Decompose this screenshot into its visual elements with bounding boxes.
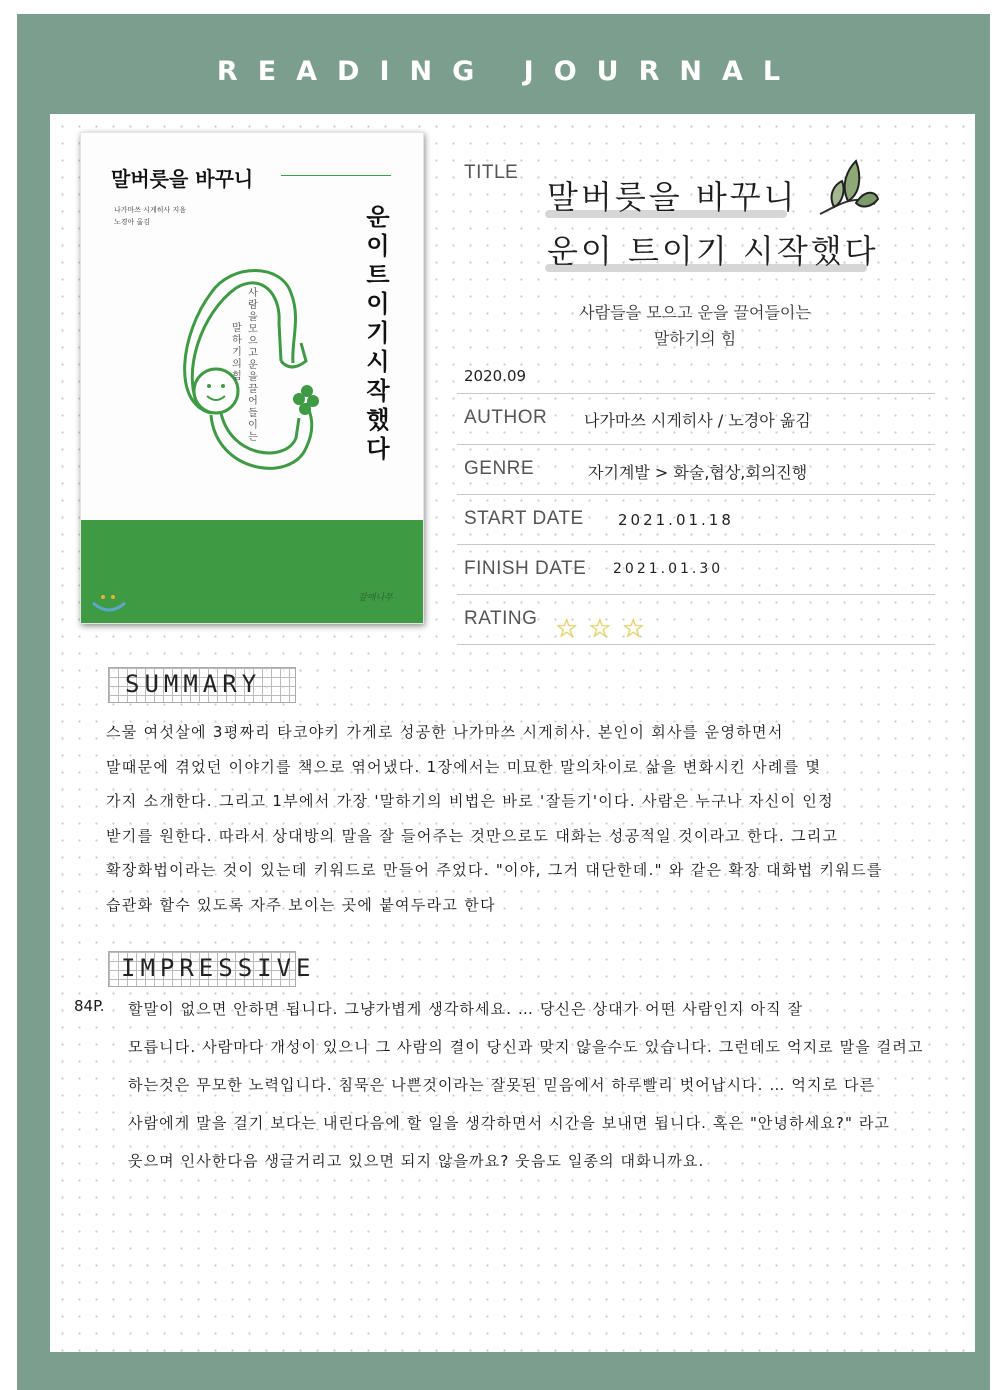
cover-translator: 노경아 옮김 bbox=[114, 218, 151, 226]
divider bbox=[457, 644, 935, 645]
cover-green-band bbox=[81, 520, 423, 623]
summary-heading-box bbox=[108, 667, 296, 703]
impressive-line: 웃으며 인사한다음 생글거리고 있으면 되지 않을까요? 웃음도 일종의 대화니까요. bbox=[128, 1152, 705, 1170]
finish-date-value: 2021.01.30 bbox=[613, 561, 724, 577]
rating-stars: ☆☆☆ bbox=[555, 614, 655, 644]
book-cover bbox=[80, 132, 424, 624]
book-subtitle-line-1: 사람들을 모으고 운을 끌어들이는 bbox=[579, 303, 811, 322]
leaf-icon bbox=[810, 159, 880, 223]
journal-frame bbox=[17, 14, 990, 1390]
author-label: AUTHOR bbox=[464, 407, 548, 428]
start-date-value: 2021.01.18 bbox=[618, 511, 734, 529]
impressive-line: 사람에게 말을 걸기 보다는 내린다음에 할 일을 생각하면서 시간을 보내면 됩니다. 혹은 "안녕하세요?" 라고 bbox=[128, 1114, 890, 1132]
cover-vertical-subtitle-2: 말하기의 힘 bbox=[232, 323, 242, 382]
summary-line: 받기를 원한다. 따라서 상대방의 말을 잘 들어주는 것만으로도 대화는 성공적일 것이라고 한다. 그리고 bbox=[106, 826, 839, 845]
title-label: TITLE bbox=[464, 162, 519, 183]
smile-icon bbox=[89, 591, 129, 615]
cover-publisher: 갈매나무 bbox=[358, 593, 393, 603]
summary-heading: SUMMARY bbox=[125, 670, 262, 698]
cover-title-rule bbox=[281, 175, 391, 176]
impressive-line: 하는것은 무모한 노력입니다. 침묵은 나쁜것이라는 잘못된 믿음에서 하루빨리 벗어납시다. … 억지로 다른 bbox=[128, 1076, 876, 1094]
quote-page-ref: 84P. bbox=[74, 997, 105, 1015]
summary-line: 가지 소개한다. 그리고 1부에서 가장 '말하기의 비법은 바로 '잘듣기'이다. 사람은 누구나 자신이 인정 bbox=[106, 792, 834, 810]
rating-label: RATING bbox=[464, 608, 538, 629]
journal-header-title: READING JOURNAL bbox=[216, 56, 801, 87]
impressive-heading: IMPRESSIVE bbox=[121, 954, 316, 982]
divider bbox=[457, 594, 935, 595]
summary-line: 확장화법이라는 것이 있는데 키워드로 만들어 주었다. "이야, 그거 대단한데." 와 같은 확장 대화법 키워드를 bbox=[106, 861, 883, 879]
book-title-line-2: 운이 트이기 시작했다 bbox=[547, 232, 879, 270]
summary-line: 말때문에 겪었던 이야기를 책으로 엮어냈다. 1장에서는 미묘한 말의차이로 삶을 변화시킨 사례를 몇 bbox=[106, 757, 822, 776]
cover-vertical-title: 운이 트이기 시작했다 bbox=[366, 203, 390, 463]
summary-line: 습관화 할수 있도록 자주 보이는 곳에 붙여두라고 한다 bbox=[106, 895, 496, 914]
book-title-line-1: 말버릇을 바꾸니 bbox=[547, 178, 798, 216]
finish-date-label: FINISH DATE bbox=[464, 558, 587, 579]
summary-text bbox=[106, 715, 883, 922]
cover-author: 나가마쓰 시게히사 지음 bbox=[114, 206, 187, 214]
author-value: 나가마쓰 시게히사 / 노경아 옮김 bbox=[584, 411, 811, 430]
genre-value: 자기계발 > 화술,협상,회의진행 bbox=[588, 463, 808, 482]
start-date-label: START DATE bbox=[464, 508, 584, 529]
impressive-heading-box bbox=[108, 951, 316, 987]
divider bbox=[457, 494, 935, 495]
divider bbox=[457, 393, 935, 394]
summary-line: 스물 여섯살에 3평짜리 타코야키 가게로 성공한 나가마쓰 시게히사. 본인이 회사를 운영하면서 bbox=[106, 723, 784, 741]
book-subtitle-line-2: 말하기의 힘 bbox=[653, 329, 737, 348]
impressive-line: 할말이 없으면 안하면 됩니다. 그냥가볍게 생각하세요. … 당신은 상대가 어떤 사람인지 아직 잘 bbox=[128, 1000, 804, 1018]
divider bbox=[457, 444, 935, 445]
cover-vertical-subtitle: 사람을 모으고 운을 끌어들이는 bbox=[248, 288, 258, 443]
journal-page bbox=[50, 114, 975, 1352]
publication-date: 2020.09 bbox=[464, 367, 527, 385]
genre-label: GENRE bbox=[464, 458, 535, 479]
divider bbox=[457, 544, 935, 545]
impressive-text bbox=[128, 990, 923, 1180]
impressive-line: 모릅니다. 사람마다 개성이 있으니 그 사람의 결이 당신과 맞지 않을수도 있습니다. 그런데도 억지로 말을 걸려고 bbox=[128, 1038, 924, 1056]
cover-title: 말버릇을 바꾸니 bbox=[111, 167, 254, 191]
